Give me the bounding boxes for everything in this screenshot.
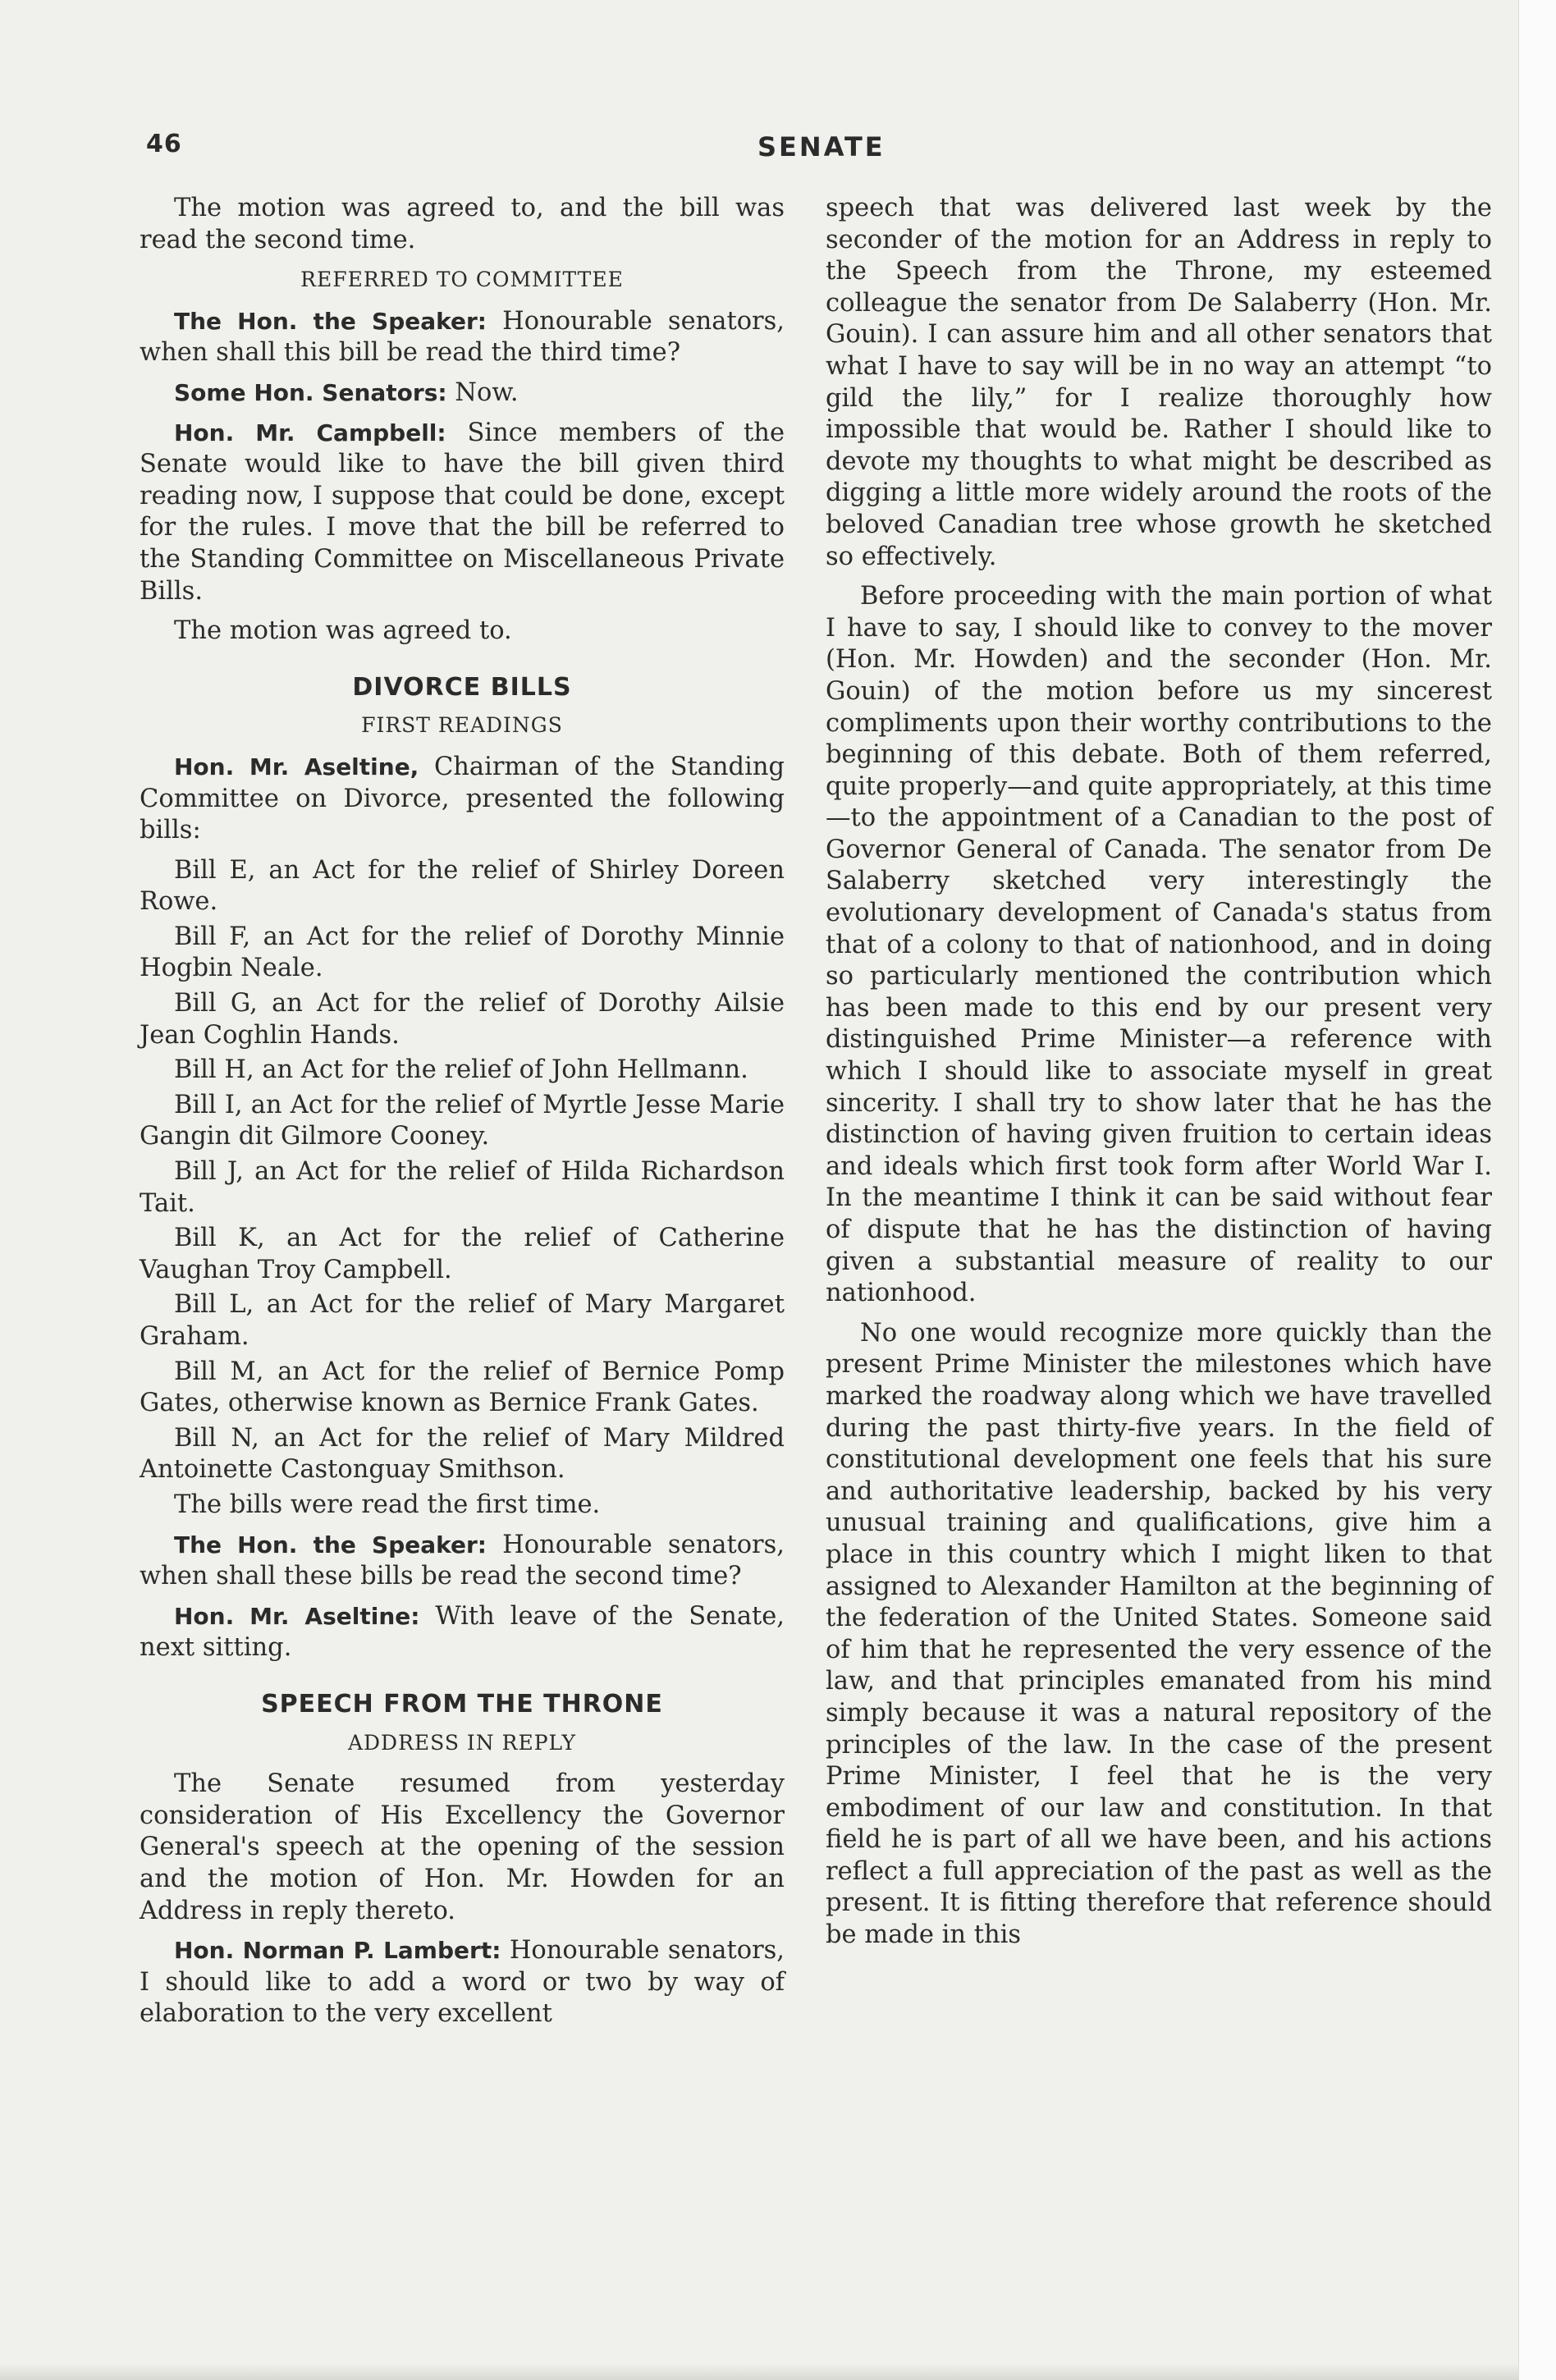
paragraph: The Senate resumed from yesterday consideration of His Excellency the Governor General's speech at the opening of the session and the motion of Hon. Mr. Howden for an Address in reply thereto. xyxy=(140,1769,785,1925)
subheading: REFERRED TO COMMITTEE xyxy=(300,268,624,292)
scan-margin xyxy=(1518,0,1556,2380)
section-heading: SPEECH FROM THE THRONE xyxy=(261,1689,663,1719)
left-column xyxy=(140,193,785,2039)
bill-item: Bill G, an Act for the relief of Dorothy Ailsie Jean Coghlin Hands. xyxy=(140,989,785,1050)
right-column xyxy=(826,193,1492,1960)
bill-item: Bill I, an Act for the relief of Myrtle Jesse Marie Gangin dit Gilmore Cooney. xyxy=(140,1090,785,1151)
paragraph: No one would recognize more quickly than the present Prime Minister the milestones which have marked the roadway along which we have travelled during the past thirty-five years. In the field of constitutional development one feels that his sure and authoritative leadership, backed by his very unusual training and qualifications, give him a place in this country which I might liken to that assigned to Alexander Hamilton at the beginning of the federation of the United States. Someone said of him that he represented the very essence of the law, and that principles emanated from his mind simply because it was a natural repository of the principles of the law. In the case of the present Prime Minister, I feel that he is the very embodiment of our law and constitution. In that field he is part of all we have been, and his actions reflect a full appreciation of the past as well as the present. It is fitting therefore that reference should be made in this xyxy=(826,1318,1492,1950)
paragraph: speech that was delivered last week by the seconder of the motion for an Address in reply to the Speech from the Throne, my esteemed colleague the senator from De Salaberry (Hon. Mr. Gouin). I can assure him and all other senators that what I have to say will be in no way an attempt “to gild the lily,” for I realize thoroughly how impossible that would be. Rather I should like to devote my thoughts to what might be described as digging a little more widely around the roots of the beloved Canadian tree whose growth he sketched so effectively. xyxy=(826,194,1492,571)
speech-text: Honourable senators, I should like to add a word or two by way of elaboration to the very excellent xyxy=(140,1936,785,2029)
speaker-name: The Hon. the Speaker: xyxy=(174,1531,487,1558)
paragraph: Before proceeding with the main portion of what I have to say, I should like to convey to the mover (Hon. Mr. Howden) and the seconder (Hon. Mr. Gouin) of the motion before us my sincerest compliments upon their worthy contributions to the beginning of this debate. Both of them referred, quite properly—and quite appropriately, at this time—to the appointment of a Canadian to the post of Governor General of Canada. The senator from De Salaberry sketched very interestingly the evolutionary development of Canada's status from that of a colony to that of nationhood, and in doing so particularly mentioned the contribution which has been made to this end by our present very distinguished Prime Minister—a reference with which I should like to associate myself in great sincerity. I shall try to show later that he has the distinction of having given fruition to certain ideas and ideals which first took form after World War I. In the meantime I think it can be said without fear of dispute that he has the distinction of having given a substantial measure of reality to our nationhood. xyxy=(826,582,1492,1308)
bill-item: Bill M, an Act for the relief of Bernice Pomp Gates, otherwise known as Bernice Frank Gates. xyxy=(140,1357,785,1418)
bill-item: Bill N, an Act for the relief of Mary Mildred Antoinette Castonguay Smithson. xyxy=(140,1423,785,1485)
section-heading: DIVORCE BILLS xyxy=(352,672,572,702)
bill-item: Bill L, an Act for the relief of Mary Margaret Graham. xyxy=(140,1290,785,1351)
paragraph: The motion was agreed to, and the bill was read the second time. xyxy=(140,194,785,254)
speaker-name: Some Hon. Senators: xyxy=(174,378,447,406)
bill-item: Bill K, an Act for the relief of Catherine Vaughan Troy Campbell. xyxy=(140,1224,785,1284)
speech-text: Honourable senators, when shall this bill be read the third time? xyxy=(140,306,785,368)
bill-item: Bill H, an Act for the relief of John Hellmann. xyxy=(174,1055,748,1085)
paragraph: The motion was agreed to. xyxy=(174,616,512,646)
speech-text: Now. xyxy=(455,378,519,407)
speech-text: With leave of the Senate, next sitting. xyxy=(140,1601,785,1663)
page-bottom-edge xyxy=(0,2364,1518,2380)
running-head: SENATE xyxy=(757,131,886,162)
subheading: ADDRESS IN REPLY xyxy=(347,1730,577,1755)
speech-text: Honourable senators, when shall these bills be read the second time? xyxy=(140,1530,785,1591)
speech-text: Chairman of the Standing Committee on Divorce, presented the following bills: xyxy=(140,752,785,845)
subheading: FIRST READINGS xyxy=(361,713,563,738)
speech-text: Since members of the Senate would like to have the bill given third reading now, I suppose that could be done, except for the rules. I move that the bill be referred to the Standing Committee on Miscellaneous Private Bills. xyxy=(140,418,785,606)
bill-item: Bill F, an Act for the relief of Dorothy Minnie Hogbin Neale. xyxy=(140,922,785,983)
page-number: 46 xyxy=(146,130,182,158)
speaker-name: The Hon. the Speaker: xyxy=(174,307,487,335)
speaker-name: Hon. Mr. Campbell: xyxy=(174,419,446,446)
paragraph xyxy=(140,1935,785,2030)
paragraph xyxy=(140,418,785,608)
paragraph: The bills were read the first time. xyxy=(174,1490,601,1519)
paragraph xyxy=(140,1601,785,1664)
paragraph xyxy=(140,1530,785,1593)
bill-item: Bill J, an Act for the relief of Hilda Richardson Tait. xyxy=(140,1157,785,1218)
speaker-name: Hon. Mr. Aseltine: xyxy=(174,1602,420,1630)
paragraph xyxy=(140,306,785,369)
speaker-name: Hon. Norman P. Lambert: xyxy=(174,1937,501,1965)
bill-item: Bill E, an Act for the relief of Shirley Doreen Rowe. xyxy=(140,855,785,917)
paragraph xyxy=(140,378,785,410)
speaker-name: Hon. Mr. Aseltine, xyxy=(174,753,419,780)
paragraph xyxy=(140,752,785,847)
